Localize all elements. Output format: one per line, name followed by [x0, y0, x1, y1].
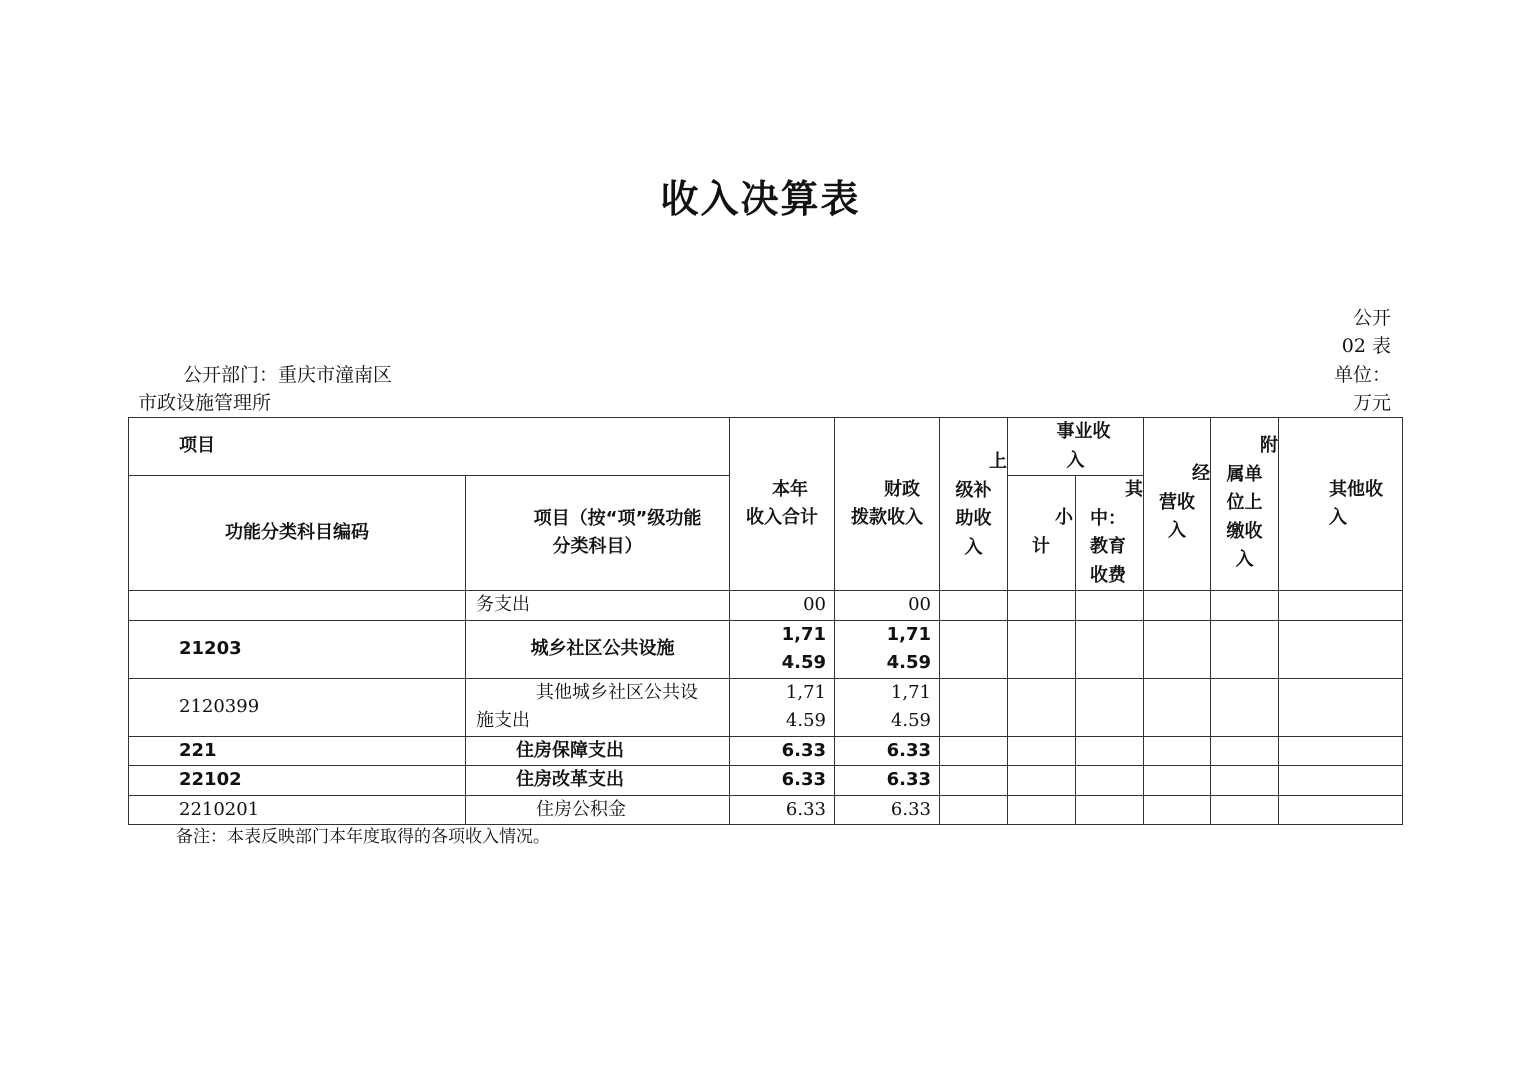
code-cell: 22102 — [129, 766, 466, 796]
other-income-header: 其他收 入 — [1279, 418, 1403, 591]
code-cell: 2120399 — [129, 678, 466, 736]
edu-fee-header: 其 中： 教育 收费 — [1076, 476, 1144, 591]
total-header: 本年 收入合计 — [730, 418, 835, 591]
name-cell: 住房公积金 — [466, 795, 730, 825]
total-cell: 6.33 — [730, 736, 835, 766]
table-row — [129, 620, 1403, 678]
name-cell: 务支出 — [466, 591, 730, 621]
table-number — [1280, 304, 1391, 360]
code-cell: 2210201 — [129, 795, 466, 825]
item-name-header: 项目（按“项”级功能 分类科目） — [466, 476, 730, 591]
fiscal-cell: 6.33 — [835, 736, 940, 766]
code-cell — [129, 591, 466, 621]
table-row — [129, 795, 1403, 825]
total-cell: 1,71 4.59 — [730, 678, 835, 736]
name-cell: 住房改革支出 — [466, 766, 730, 796]
upper-subsidy-header: 上 级补 助收 入 — [940, 418, 1008, 591]
table-row — [129, 766, 1403, 796]
table-row — [129, 678, 1403, 736]
subtotal-header: 小 计 — [1008, 476, 1076, 591]
career-income-header: 事业收 入 — [1008, 418, 1144, 476]
table-row — [129, 591, 1403, 621]
table-number-line2: 02 表 — [1341, 335, 1391, 357]
total-cell: 1,71 4.59 — [730, 620, 835, 678]
header-row-1 — [129, 418, 1403, 476]
fiscal-cell: 1,71 4.59 — [835, 678, 940, 736]
project-header: 项目 — [129, 418, 730, 476]
name-cell: 住房保障支出 — [466, 736, 730, 766]
total-cell: 6.33 — [730, 766, 835, 796]
footnote: 备注：本表反映部门本年度取得的各项收入情况。 — [176, 827, 550, 847]
income-table — [128, 417, 1403, 825]
dept-line1: 公开部门：重庆市潼南区 — [183, 364, 393, 386]
code-cell: 221 — [129, 736, 466, 766]
operating-income-header: 经 营收 入 — [1144, 418, 1211, 591]
name-cell: 其他城乡社区公共设 施支出 — [466, 678, 730, 736]
total-cell: 6.33 — [730, 795, 835, 825]
fiscal-cell: 1,71 4.59 — [835, 620, 940, 678]
fiscal-cell: 6.33 — [835, 795, 940, 825]
dept-line2: 市政设施管理所 — [138, 392, 272, 414]
unit-label — [1280, 361, 1391, 417]
unit-line2: 万元 — [1352, 392, 1391, 414]
page-title: 收入决算表 — [660, 177, 861, 221]
fiscal-header: 财政 拨款收入 — [835, 418, 940, 591]
func-code-header: 功能分类科目编码 — [129, 476, 466, 591]
code-cell: 21203 — [129, 620, 466, 678]
unit-line1: 单位： — [1333, 364, 1391, 386]
total-cell: 00 — [730, 591, 835, 621]
table-number-line1: 公开 — [1352, 307, 1391, 329]
name-cell: 城乡社区公共设施 — [466, 620, 730, 678]
fiscal-cell: 00 — [835, 591, 940, 621]
table-row — [129, 736, 1403, 766]
affiliated-income-header: 附 属单 位上 缴收 入 — [1211, 418, 1279, 591]
fiscal-cell: 6.33 — [835, 766, 940, 796]
